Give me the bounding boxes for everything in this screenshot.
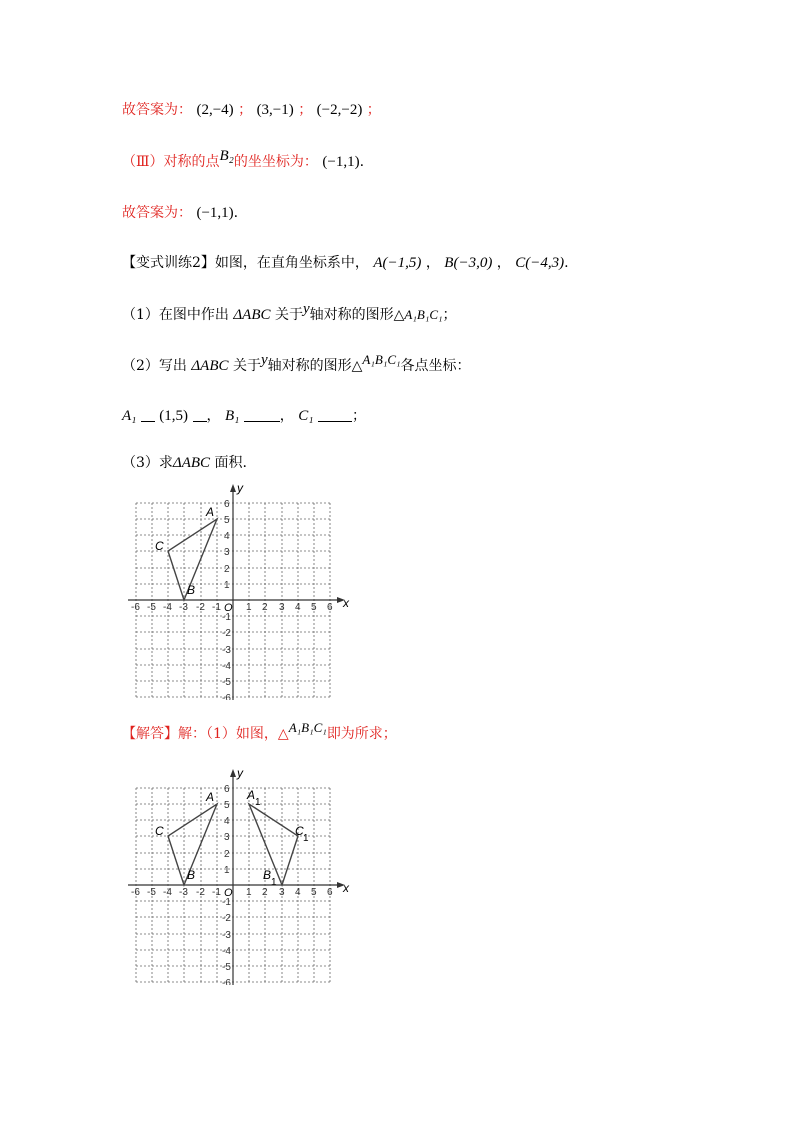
question-2	[122, 352, 471, 376]
x-tick: -2	[196, 887, 205, 898]
x-tick: 4	[295, 887, 301, 898]
coord-a1: (1,5)	[159, 408, 189, 424]
text: 的坐坐标为：	[233, 154, 318, 170]
label-a1: A₁	[122, 408, 137, 424]
y-tick: -6	[222, 978, 231, 985]
y-tick: 6	[224, 784, 230, 795]
label-c1-sub: 1	[303, 833, 309, 844]
x-tick: -1	[212, 602, 221, 613]
text: 即为所求；	[326, 726, 397, 742]
x-tick: -2	[196, 602, 205, 613]
point-b2	[220, 148, 234, 164]
y-tick: 5	[224, 515, 230, 526]
x-tick: -5	[147, 602, 156, 613]
coordinate-graph-2	[128, 765, 358, 985]
answer-prefix: 故答案为：	[122, 205, 192, 221]
text: （1）在图中作出	[122, 307, 229, 323]
comma: ，	[279, 408, 294, 424]
separator: ；	[442, 307, 457, 323]
answer-line-1	[122, 100, 381, 120]
y-tick: -5	[222, 677, 231, 688]
point-b: B(−3,0)	[444, 255, 493, 271]
comma: ，	[425, 255, 440, 271]
point-a: A(−1,5)	[373, 255, 422, 271]
x-tick: 2	[262, 602, 268, 613]
separator: ；	[366, 102, 381, 118]
separator: ；	[298, 102, 313, 118]
y-tick: -3	[222, 930, 231, 941]
exercise-heading	[122, 253, 569, 273]
comma: ，	[206, 408, 221, 424]
coord-b2: (−1,1)	[322, 154, 360, 170]
x-tick: -4	[163, 602, 172, 613]
triangle-a1b1c1	[249, 804, 298, 885]
triangle-a1b1c1: A₁B₁C₁	[288, 720, 327, 735]
y-tick: 4	[224, 531, 230, 542]
y-var: y	[260, 352, 268, 368]
answer-prefix: 故答案为：	[122, 102, 192, 118]
x-tick: 3	[279, 602, 285, 613]
label-a: A	[206, 505, 215, 519]
label-a1-sub: 1	[255, 797, 261, 808]
x-tick: 1	[246, 887, 252, 898]
coord-answer: (−1,1)	[196, 205, 234, 221]
x-tick: 2	[262, 887, 268, 898]
text: （2）写出	[122, 358, 187, 374]
y-tick: 2	[224, 564, 230, 575]
point-c: C(−4,3)	[515, 255, 565, 271]
x-tick: -3	[179, 887, 188, 898]
triangle-abc: ΔABC	[172, 455, 211, 471]
y-tick: -1	[222, 897, 231, 908]
x-tick: 1	[246, 602, 252, 613]
x-axis-label: x	[343, 881, 349, 895]
coord-2: (3,−1)	[256, 102, 294, 118]
origin-label: O	[224, 887, 233, 899]
y-tick: 1	[224, 865, 230, 876]
label-a: A	[206, 790, 215, 804]
x-tick: -5	[147, 887, 156, 898]
point-b2-label: B₂	[219, 148, 234, 164]
y-axis-label: y	[237, 481, 243, 495]
label-b1: B	[263, 868, 272, 882]
y-tick: -4	[222, 946, 231, 957]
x-tick: -6	[131, 887, 140, 898]
question-1	[122, 301, 457, 325]
label-c1: C₁	[298, 408, 314, 424]
x-tick: -6	[131, 602, 140, 613]
text: （Ⅲ）对称的点	[122, 154, 220, 170]
x-axis-label: x	[343, 596, 349, 610]
y-tick: -5	[222, 962, 231, 973]
blank-c1	[318, 407, 352, 422]
triangle-a1b1c1: A₁B₁C₁	[362, 352, 401, 367]
blank	[141, 407, 155, 422]
label-c1: C	[295, 824, 304, 838]
y-tick: -2	[222, 913, 231, 924]
text: 关于	[232, 358, 261, 374]
answer-blanks	[122, 406, 366, 426]
origin-label: O	[224, 602, 233, 614]
blank-b1	[244, 407, 280, 422]
x-tick: 5	[311, 602, 317, 613]
y-axis-arrow-icon	[230, 769, 236, 777]
coord-1: (2,−4)	[196, 102, 234, 118]
label-a1: A	[247, 788, 256, 802]
answer-line-2	[122, 148, 365, 172]
label-b1-sub: 1	[271, 877, 277, 888]
triangle-a1b1c1: A₁B₁C₁	[404, 307, 443, 322]
separator: ；	[351, 408, 366, 424]
y-var: y	[302, 301, 310, 317]
y-tick: -4	[222, 661, 231, 672]
y-axis-label: y	[237, 766, 243, 780]
y-tick: 6	[224, 499, 230, 510]
x-tick: -3	[179, 602, 188, 613]
text: 关于	[274, 307, 303, 323]
text: 轴对称的图形△	[267, 358, 363, 374]
label-b: B	[187, 583, 196, 597]
label-c: C	[155, 824, 164, 838]
triangle-abc: ΔABC	[233, 307, 271, 323]
y-tick: 1	[224, 580, 230, 591]
x-tick: 5	[311, 887, 317, 898]
y-tick: -2	[222, 628, 231, 639]
label-c: C	[155, 539, 164, 553]
period: .	[359, 154, 365, 170]
x-tick: -4	[163, 887, 172, 898]
y-tick: 5	[224, 800, 230, 811]
text: 【变式训练2】如图，在直角坐标系中，	[122, 255, 369, 271]
y-axis-arrow-icon	[230, 484, 236, 492]
x-tick: 6	[327, 602, 333, 613]
y-tick: 3	[224, 547, 230, 558]
question-3	[122, 453, 247, 473]
period: .	[233, 205, 239, 221]
coordinate-graph-1	[128, 480, 358, 700]
text: 各点坐标：	[400, 358, 471, 374]
y-tick: 3	[224, 832, 230, 843]
coord-3: (−2,−2)	[316, 102, 363, 118]
x-tick: 6	[327, 887, 333, 898]
y-tick: -3	[222, 645, 231, 656]
solution-line	[122, 720, 397, 744]
comma: ，	[496, 255, 511, 271]
text: 轴对称的图形△	[309, 307, 405, 323]
answer-line-3	[122, 203, 238, 223]
period: .	[564, 255, 569, 271]
y-tick: 4	[224, 816, 230, 827]
label-b1: B₁	[224, 408, 240, 424]
y-tick: 2	[224, 849, 230, 860]
text: （3）求	[122, 455, 173, 471]
text: 面积.	[214, 455, 247, 471]
label-b: B	[187, 868, 196, 882]
text: 【解答】解：（1）如图，△	[122, 726, 289, 742]
x-tick: -1	[212, 887, 221, 898]
triangle-abc: ΔABC	[191, 358, 229, 374]
blank	[193, 407, 207, 422]
separator: ；	[238, 102, 253, 118]
y-tick: -1	[222, 612, 231, 623]
x-tick: 4	[295, 602, 301, 613]
x-tick: 3	[279, 887, 285, 898]
y-tick: -6	[222, 693, 231, 700]
